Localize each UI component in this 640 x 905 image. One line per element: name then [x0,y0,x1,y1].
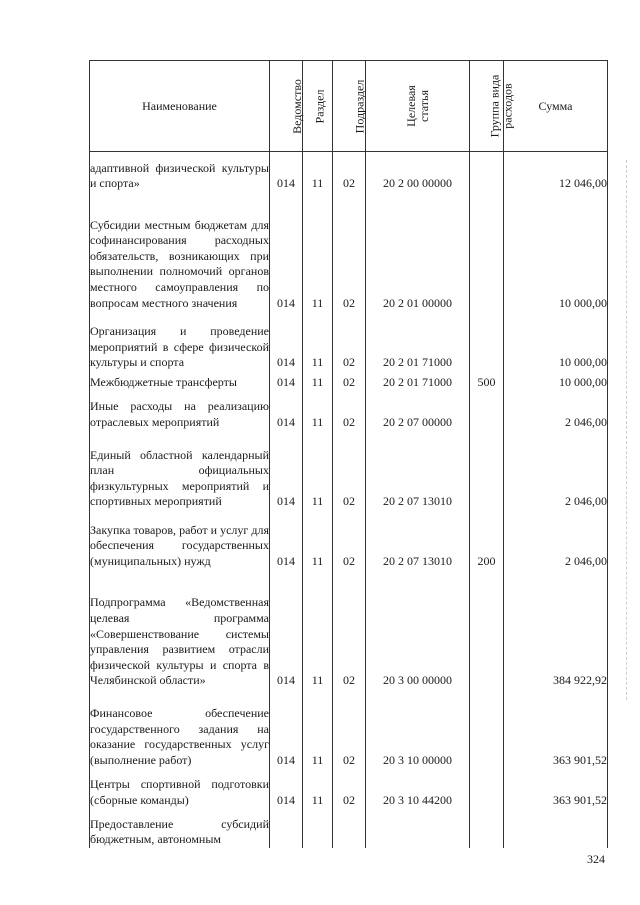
row-group [470,192,504,311]
row-dept [270,808,303,848]
row-dept: 014 [270,192,303,311]
row-group [470,808,504,848]
row-group [470,768,504,808]
row-sum: 363 901,52 [504,689,608,769]
table-row [90,570,608,689]
row-subsection: 02 [333,311,366,371]
row-name: Финансовое обеспечение государственного задания на оказание государственных услуг (выполнение работ) [90,689,270,769]
header-name: Наименование [90,61,270,152]
row-name: Единый областной календарный план официальных физкультурных мероприятий и спортивных мероприятий [90,430,270,510]
page-number: 324 [587,852,605,866]
row-dept: 014 [270,510,303,570]
row-section: 11 [303,430,333,510]
row-sum: 384 922,92 [504,570,608,689]
table-row [90,311,608,371]
row-group [470,430,504,510]
row-sum [504,808,608,848]
row-name: Закупка товаров, работ и услуг для обеспечения государственных (муниципальных) нужд [90,510,270,570]
header-dept: Ведомство [270,61,303,152]
table-row [90,689,608,769]
table-row [90,430,608,510]
row-sum: 363 901,52 [504,768,608,808]
table-row [90,192,608,311]
row-subsection: 02 [333,430,366,510]
row-dept: 014 [270,768,303,808]
row-group [470,311,504,371]
row-article: 20 2 01 71000 [366,311,470,371]
table-row [90,768,608,808]
row-section [303,808,333,848]
row-group: 200 [470,510,504,570]
row-subsection: 02 [333,391,366,431]
table-row [90,152,608,192]
row-group [470,391,504,431]
row-section: 11 [303,570,333,689]
row-article: 20 3 00 00000 [366,570,470,689]
row-section: 11 [303,689,333,769]
row-section: 11 [303,510,333,570]
scan-edge-mark [626,160,629,700]
row-section: 11 [303,192,333,311]
row-group [470,152,504,192]
row-section: 11 [303,371,333,391]
row-subsection: 02 [333,152,366,192]
row-name: Иные расходы на реализацию отраслевых мероприятий [90,391,270,431]
row-sum: 10 000,00 [504,371,608,391]
row-name: Организация и проведение мероприятий в сфере физической культуры и спорта [90,311,270,371]
row-article: 20 2 00 00000 [366,152,470,192]
row-article: 20 3 10 44200 [366,768,470,808]
row-subsection: 02 [333,570,366,689]
row-subsection [333,808,366,848]
row-name: Центры спортивной подготовки (сборные команды) [90,768,270,808]
row-dept: 014 [270,689,303,769]
row-sum: 2 046,00 [504,430,608,510]
row-article: 20 2 07 13010 [366,510,470,570]
row-article: 20 2 01 71000 [366,371,470,391]
row-group [470,689,504,769]
header-target-article: Целевая статья [366,61,470,152]
row-dept: 014 [270,152,303,192]
header-sum: Сумма [504,61,608,152]
table-header-row [90,61,608,152]
header-section: Раздел [303,61,333,152]
table-row [90,808,608,848]
row-sum: 2 046,00 [504,391,608,431]
row-dept: 014 [270,570,303,689]
row-name: Предоставление субсидий бюджетным, автономным [90,808,270,848]
row-dept: 014 [270,311,303,371]
row-article: 20 2 01 00000 [366,192,470,311]
row-name: адаптивной физической культуры и спорта» [90,152,270,192]
budget-table [89,60,608,848]
row-sum: 12 046,00 [504,152,608,192]
row-section: 11 [303,152,333,192]
row-dept: 014 [270,371,303,391]
row-dept: 014 [270,391,303,431]
row-subsection: 02 [333,371,366,391]
table-row [90,371,608,391]
row-name: Межбюджетные трансферты [90,371,270,391]
row-name: Субсидии местным бюджетам для софинансирования расходных обязательств, возникающих при выполнении полномочий органов местного самоуправления по вопросам местного значения [90,192,270,311]
row-subsection: 02 [333,689,366,769]
row-section: 11 [303,768,333,808]
row-article: 20 2 07 13010 [366,430,470,510]
row-sum: 10 000,00 [504,192,608,311]
table-row [90,391,608,431]
row-sum: 10 000,00 [504,311,608,371]
row-group: 500 [470,371,504,391]
row-section: 11 [303,311,333,371]
row-article [366,808,470,848]
row-subsection: 02 [333,510,366,570]
header-subsection: Подраздел [333,61,366,152]
row-subsection: 02 [333,192,366,311]
row-sum: 2 046,00 [504,510,608,570]
table-row [90,510,608,570]
row-dept: 014 [270,430,303,510]
row-subsection: 02 [333,768,366,808]
row-article: 20 3 10 00000 [366,689,470,769]
row-article: 20 2 07 00000 [366,391,470,431]
row-name: Подпрограмма «Ведомственная целевая программа «Совершенствование системы управления развитием отрасли физической культуры и спорта в Челябинской области» [90,570,270,689]
row-group [470,570,504,689]
header-expense-group: Группа вида расходов [470,61,504,152]
row-section: 11 [303,391,333,431]
